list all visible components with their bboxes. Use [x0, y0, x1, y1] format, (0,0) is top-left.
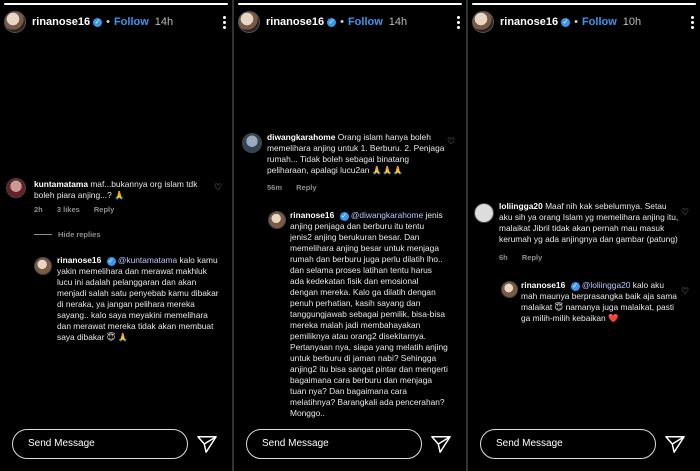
hide-replies-button[interactable]: Hide replies — [34, 230, 101, 239]
red-heart-icon: ❤️ — [608, 313, 619, 323]
comment-username[interactable]: loliingga20 — [499, 201, 543, 211]
reply-text: rinanose16 ✓ @loliingga20 kalo aku mah maunya berprasangka baik aja sama malaikat 😇 namanya juga malaikat, pasti ga milih-milih kebaikan ❤️ — [521, 280, 677, 323]
comment-username[interactable]: kuntamatama — [34, 179, 88, 189]
more-options-icon[interactable] — [457, 16, 462, 29]
follow-button[interactable]: Follow — [347, 16, 383, 28]
verified-badge-icon: ✓ — [341, 213, 347, 220]
send-message-input[interactable]: Send Message — [246, 429, 422, 459]
reply-author-avatar[interactable] — [34, 257, 52, 275]
reply-text: rinanose16 ✓ @kuntamatama kalo kamu yakin memelihara dan merawat makhluk lucu ini adalah pelanggaran dan akan menjadi salah satu penyebab kamu dibakar di neraka, ya jangan pelihara mereka sayang.. kalo saya meyakini memelihara dan merawat mereka tidak akan membuat saya dibakar 😇 🙏 — [57, 255, 219, 342]
paper-plane-icon[interactable] — [430, 434, 452, 454]
post-time: 14h — [388, 16, 408, 28]
comment-meta — [267, 183, 329, 192]
comment-age: 6h — [499, 253, 508, 262]
verified-badge-icon: ✓ — [562, 18, 569, 26]
story-header: rinanose16 ✓ • Follow 10h — [472, 9, 696, 35]
like-count[interactable]: 3 likes — [56, 205, 80, 214]
commenter-avatar[interactable] — [474, 203, 494, 223]
reply-username[interactable]: rinanose16 — [521, 280, 566, 290]
comment-meta — [34, 205, 126, 214]
commenter-avatar[interactable] — [242, 133, 262, 153]
comment-age: 2h — [34, 205, 43, 214]
more-options-icon[interactable] — [691, 16, 696, 29]
verified-badge-icon: ✓ — [94, 18, 101, 26]
heart-outline-icon[interactable]: ♡ — [681, 207, 690, 217]
reply-username[interactable]: rinanose16 — [57, 255, 102, 265]
verified-badge-icon: ✓ — [108, 258, 114, 265]
story-progress-bar — [238, 3, 462, 5]
heart-outline-icon[interactable]: ♡ — [214, 182, 223, 192]
more-options-icon[interactable] — [223, 16, 228, 29]
mention-link[interactable]: @loliingga20 — [581, 280, 631, 290]
username[interactable]: rinanose16 — [32, 16, 91, 28]
username[interactable]: rinanose16 — [500, 16, 559, 28]
verified-badge-icon: ✓ — [572, 283, 578, 290]
comment-meta — [499, 253, 554, 262]
comment-username[interactable]: diwangkarahome — [267, 132, 336, 142]
story-panel-2 — [234, 0, 466, 471]
reply-text: rinanose16 ✓ @diwangkarahome jenis anjing penjaga dan berburu itu tentu jenis2 anjing berukuran besar. Dan memelihara anjing besar untuk menjaga rumah dan berburu juga perlu dilatih lho.. dan selama proses latihan tentu harus ada kedekatan fisik dan emosional dengan mereka. Kalo ga dilatih dengan penuh perhatian, kasih sayang dan tanggungjawab sebagai pemilik, bisa-bisa mereka malah jadi membahayakan pemiliknya atau orang2 disekitarnya. Pertanyaan nya, siapa yang melatih anjing untuk berburu di jaman nabi? Sehingga anjing2 itu bisa sangat pintar dan mengerti bagaimana cara berburu dan menjaga tuan nya? Dan bagaimana cara melatihnya? Barangkali ada pencerahan? Monggo.. — [290, 210, 448, 418]
reply-button[interactable]: Reply — [93, 205, 115, 214]
reply-button[interactable]: Reply — [521, 253, 543, 262]
reply-username[interactable]: rinanose16 — [290, 210, 335, 220]
reply-button[interactable]: Reply — [296, 183, 317, 192]
post-time: 10h — [622, 16, 642, 28]
heart-outline-icon[interactable]: ♡ — [447, 136, 456, 146]
profile-avatar[interactable] — [472, 11, 494, 33]
send-message-input[interactable]: Send Message — [480, 429, 656, 459]
comment-text: kuntamatama maf...bukannya org islam tdk boleh piara anjing...? 🙏 — [34, 179, 198, 200]
reply-author-avatar[interactable] — [268, 211, 286, 229]
story-panel-1 — [0, 0, 232, 471]
profile-avatar[interactable] — [238, 11, 260, 33]
follow-button[interactable]: Follow — [581, 16, 617, 28]
story-header: rinanose16 ✓ • Follow 14h — [238, 9, 462, 35]
comment-text: diwangkarahome Orang islam hanya boleh memelihara anjing untuk 1. Berburu. 2. Penjaga rumah... Tidak boleh sebagai binatang peliharaan, apalagi lucu2an 🙏🙏🙏 — [267, 132, 445, 175]
send-message-input[interactable]: Send Message — [12, 429, 188, 459]
paper-plane-icon[interactable] — [664, 434, 686, 454]
mention-link[interactable]: @diwangkarahome — [350, 210, 424, 220]
story-panel-3 — [468, 0, 700, 471]
mention-link[interactable]: @kuntamatama — [117, 255, 178, 265]
username[interactable]: rinanose16 — [266, 16, 325, 28]
heart-outline-icon[interactable]: ♡ — [681, 286, 690, 296]
reply-author-avatar[interactable] — [501, 281, 518, 298]
story-progress-bar — [472, 3, 696, 5]
post-time: 14h — [154, 16, 174, 28]
verified-badge-icon: ✓ — [328, 18, 335, 26]
story-progress-bar — [4, 3, 228, 5]
profile-avatar[interactable] — [4, 11, 26, 33]
comment-text: loliingga20 Maaf nih kak sebelumnya. Setau aku sih ya orang Islam yg memelihara anjing itu, malaikat Jibril tidak akan pernah mau masuk kerumah yg ada anjingnya dan gambar (patung) — [499, 201, 679, 244]
commenter-avatar[interactable] — [6, 178, 26, 198]
paper-plane-icon[interactable] — [196, 434, 218, 454]
story-header: rinanose16 ✓ • Follow 14h — [4, 9, 228, 35]
comment-age: 56m — [267, 183, 283, 192]
follow-button[interactable]: Follow — [113, 16, 149, 28]
